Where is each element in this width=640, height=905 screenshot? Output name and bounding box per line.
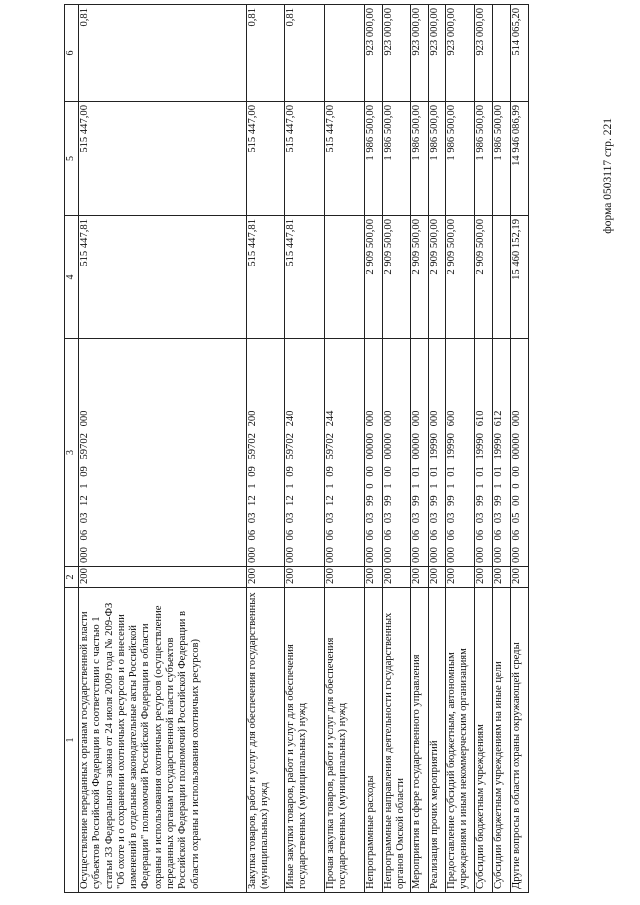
column-header: 2 <box>65 567 79 588</box>
row-name: Осуществление переданных органам государственной власти субъектов Российской Федерации в соответствии с частью 1 статьи 33 Федерального закона от 24 июля 2009 года № 209-ФЗ "Об охоте и о сохранении охотничьих ресурсов и о внесении изменений в отдельные законодательные акты Российской Федерации" полномочий Российской Федерации в области охраны и использования охотничьих ресурсов (осуществление переданных органам государственной власти субъектов Российской Федерации полномочий Российской Федерации в области охраны и использования охотничьих ресурсов) <box>79 588 247 893</box>
row-budget-code: 000 06 03 99 1 00 00000 000 <box>383 339 411 567</box>
row-executed-amount: 515 447,00 <box>247 102 285 216</box>
row-name: Субсидии бюджетным учреждениям на иные цели <box>493 588 511 893</box>
row-approved-amount: 515 447,81 <box>285 216 325 339</box>
row-name: Закупка товаров, работ и услуг для обеспечения государственных (муниципальных) нужд <box>247 588 285 893</box>
row-approved-amount: 2 909 500,00 <box>446 216 475 339</box>
row-budget-code: 000 06 03 99 0 00 00000 000 <box>365 339 383 567</box>
table-row <box>285 5 325 893</box>
row-executed-amount: 14 946 086,99 <box>511 102 529 216</box>
column-header: 6 <box>65 5 79 102</box>
table-row <box>325 5 365 893</box>
report-table <box>64 4 529 893</box>
row-unexecuted-amount: 923 000,00 <box>383 5 411 102</box>
table-row <box>475 5 493 893</box>
column-header: 5 <box>65 102 79 216</box>
row-line-code: 200 <box>429 567 446 588</box>
row-name: Непрограммные направления деятельности государственных органов Омской области <box>383 588 411 893</box>
row-name: Предоставление субсидий бюджетным, автономным учреждениям и иным некоммерческим организациям <box>446 588 475 893</box>
row-approved-amount: 2 909 500,00 <box>429 216 446 339</box>
row-budget-code: 000 06 05 00 0 00 00000 000 <box>511 339 529 567</box>
row-budget-code: 000 06 03 12 1 09 59702 244 <box>325 339 365 567</box>
row-approved-amount: 2 909 500,00 <box>475 216 493 339</box>
row-line-code: 200 <box>247 567 285 588</box>
row-line-code: 200 <box>446 567 475 588</box>
row-executed-amount: 1 986 500,00 <box>411 102 429 216</box>
row-name: Субсидии бюджетным учреждениям <box>475 588 493 893</box>
row-executed-amount: 515 447,00 <box>79 102 247 216</box>
row-line-code: 200 <box>475 567 493 588</box>
row-line-code: 200 <box>411 567 429 588</box>
table-row <box>446 5 475 893</box>
row-unexecuted-amount: 0,81 <box>285 5 325 102</box>
row-unexecuted-amount: 514 065,20 <box>511 5 529 102</box>
row-executed-amount: 1 986 500,00 <box>493 102 511 216</box>
row-budget-code: 000 06 03 99 1 01 19990 610 <box>475 339 493 567</box>
row-unexecuted-amount: 923 000,00 <box>446 5 475 102</box>
row-name: Другие вопросы в области охраны окружающей среды <box>511 588 529 893</box>
table-row <box>511 5 529 893</box>
form-label: форма 0503117 стр. 221 <box>602 118 614 234</box>
table-row <box>79 5 247 893</box>
row-executed-amount: 1 986 500,00 <box>429 102 446 216</box>
row-budget-code: 000 06 03 12 1 09 59702 000 <box>79 339 247 567</box>
table-row <box>429 5 446 893</box>
row-name: Непрограммные расходы <box>365 588 383 893</box>
row-unexecuted-amount: 923 000,00 <box>475 5 493 102</box>
row-line-code: 200 <box>365 567 383 588</box>
row-unexecuted-amount <box>493 5 511 102</box>
report-table-container <box>64 5 582 893</box>
table-row <box>365 5 383 893</box>
row-unexecuted-amount: 0,81 <box>79 5 247 102</box>
row-unexecuted-amount <box>325 5 365 102</box>
column-header: 1 <box>65 588 79 893</box>
row-budget-code: 000 06 03 99 1 01 19990 600 <box>446 339 475 567</box>
row-line-code: 200 <box>79 567 247 588</box>
row-approved-amount: 2 909 500,00 <box>365 216 383 339</box>
row-budget-code: 000 06 03 12 1 09 59702 240 <box>285 339 325 567</box>
table-row <box>493 5 511 893</box>
row-unexecuted-amount: 923 000,00 <box>411 5 429 102</box>
table-row <box>247 5 285 893</box>
row-unexecuted-amount: 923 000,00 <box>365 5 383 102</box>
row-approved-amount: 515 447,81 <box>79 216 247 339</box>
row-approved-amount: 2 909 500,00 <box>383 216 411 339</box>
row-approved-amount <box>325 216 365 339</box>
row-executed-amount: 1 986 500,00 <box>446 102 475 216</box>
row-executed-amount: 1 986 500,00 <box>383 102 411 216</box>
row-budget-code: 000 06 03 99 1 01 19990 612 <box>493 339 511 567</box>
row-budget-code: 000 06 03 99 1 01 19990 000 <box>429 339 446 567</box>
row-approved-amount: 2 909 500,00 <box>411 216 429 339</box>
row-budget-code: 000 06 03 99 1 01 00000 000 <box>411 339 429 567</box>
column-header: 4 <box>65 216 79 339</box>
row-name: Мероприятия в сфере государственного управления <box>411 588 429 893</box>
row-name: Реализация прочих мероприятий <box>429 588 446 893</box>
row-executed-amount: 515 447,00 <box>325 102 365 216</box>
row-unexecuted-amount: 923 000,00 <box>429 5 446 102</box>
row-budget-code: 000 06 03 12 1 09 59702 200 <box>247 339 285 567</box>
row-executed-amount: 515 447,00 <box>285 102 325 216</box>
row-line-code: 200 <box>493 567 511 588</box>
column-header: 3 <box>65 339 79 567</box>
row-line-code: 200 <box>285 567 325 588</box>
row-line-code: 200 <box>383 567 411 588</box>
table-row <box>383 5 411 893</box>
row-approved-amount: 515 447,81 <box>247 216 285 339</box>
row-line-code: 200 <box>511 567 529 588</box>
row-executed-amount: 1 986 500,00 <box>365 102 383 216</box>
row-line-code: 200 <box>325 567 365 588</box>
row-approved-amount: 15 460 152,19 <box>511 216 529 339</box>
row-name: Прочая закупка товаров, работ и услуг для обеспечения государственных (муниципальных) нужд <box>325 588 365 893</box>
row-approved-amount <box>493 216 511 339</box>
table-row <box>411 5 429 893</box>
row-name: Иные закупки товаров, работ и услуг для обеспечения государственных (муниципальных) нужд <box>285 588 325 893</box>
column-number-row <box>65 5 79 893</box>
row-unexecuted-amount: 0,81 <box>247 5 285 102</box>
row-executed-amount: 1 986 500,00 <box>475 102 493 216</box>
